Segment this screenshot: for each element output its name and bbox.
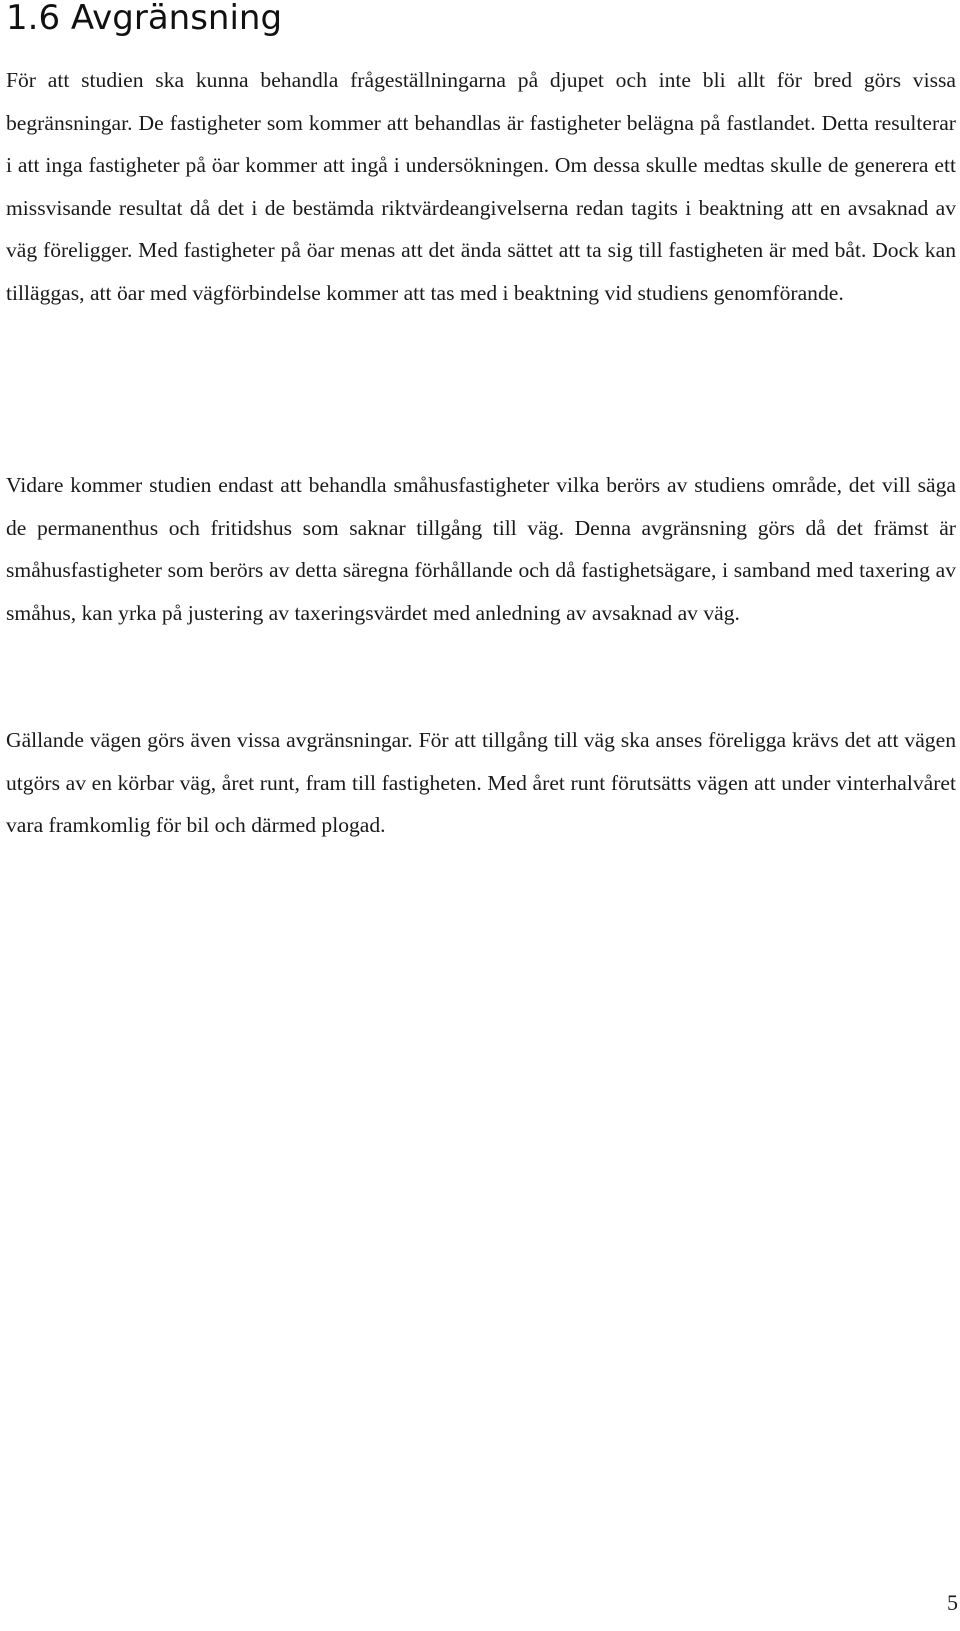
paragraph-scope-islands: För att studien ska kunna behandla frågeställningarna på djupet och inte bli allt för bred görs vissa begränsningar. De fastigheter som kommer att behandlas är fastigheter belägna på fastlandet. Detta resulterar i att inga fastigheter på öar kommer att ingå i undersökningen. Om dessa skulle medtas skulle de generera ett missvisande resultat då det i de bestämda riktvärdeangivelserna redan tagits i beaktning att en avsaknad av väg föreligger. Med fastigheter på öar menas att det ända sättet att ta sig till fastigheten är med båt. Dock kan tilläggas, att öar med vägförbindelse kommer att tas med i beaktning vid studiens genomförande. bbox=[6, 68, 956, 305]
paragraph-scope-small-houses: Vidare kommer studien endast att behandla småhusfastigheter vilka berörs av studiens område, det vill säga de permanenthus och fritidshus som saknar tillgång till väg. Denna avgränsning görs då det främst är småhusfastigheter som berörs av detta säregna förhållande och då fastighetsägare, i samband med taxering av småhus, kan yrka på justering av taxeringsvärdet med anledning av avsaknad av väg. bbox=[6, 473, 956, 625]
page-number: 5 bbox=[947, 1590, 958, 1615]
section-heading: 1.6 Avgränsning bbox=[6, 0, 283, 38]
paragraph-scope-road: Gällande vägen görs även vissa avgränsningar. För att tillgång till väg ska anses föreligga krävs det att vägen utgörs av en körbar väg, året runt, fram till fastigheten. Med året runt förutsätts vägen att under vinterhalvåret vara framkomlig för bil och därmed plogad. bbox=[6, 728, 956, 837]
